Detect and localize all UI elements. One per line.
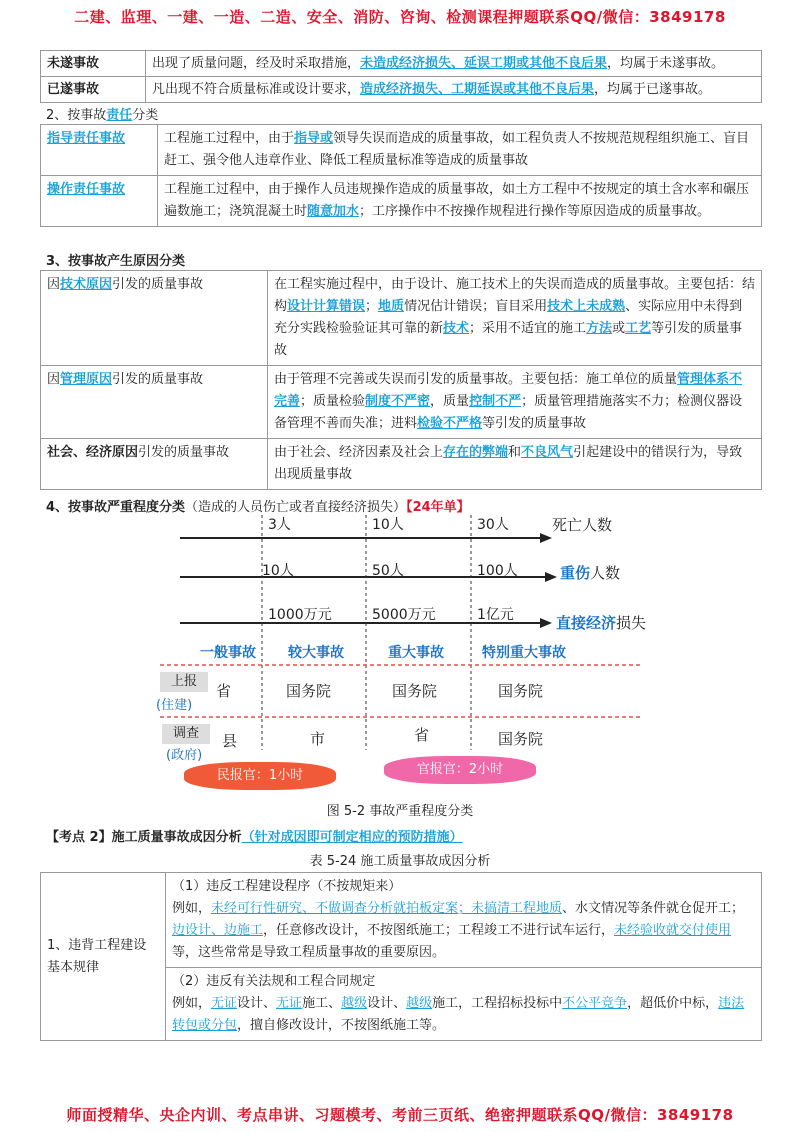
category-general: 一般事故: [200, 645, 256, 661]
point-2-title: 【考点 2】施工质量事故成因分析（针对成因即可制定相应的预防措施）: [46, 830, 463, 845]
investigate-major: 省: [414, 726, 430, 744]
table-caption: 表 5-24 施工质量事故成因分析: [309, 854, 491, 869]
row-text: 凡出现不符合质量标准或设计要求，造成经济损失、工期延误或其他不良后果，均属于已遂事故。: [146, 77, 762, 103]
investigate-larger: 市: [310, 730, 326, 748]
category-larger: 较大事故: [288, 645, 344, 661]
injury-label: 重伤人数: [560, 564, 621, 582]
bottom-banner: 师面授精华、央企内训、考点串讲、习题模考、考前三页纸、绝密押题联系QQ/微信：3849178: [66, 1106, 734, 1124]
investigate-tag: 调查: [162, 724, 210, 744]
operation-text: 工程施工过程中，由于操作人员违规操作造成的质量事故，如土方工程中不按规定的填土含水率和碾压遍数施工；浇筑混凝土时随意加水；工序操作中不按操作规程进行操作等原因造成的质量事故。: [158, 176, 762, 227]
civil-report-badge: 民报官：1小时: [184, 762, 336, 790]
death-threshold-1: 3人: [268, 517, 291, 533]
category-major: 重大事故: [388, 645, 444, 661]
row-label: 未遂事故: [41, 51, 146, 77]
technical-label: 因技术原因引发的质量事故: [41, 271, 268, 366]
top-banner: 二建、监理、一建、一造、二造、安全、消防、咨询、检测课程押题联系QQ/微信：3849178: [74, 8, 726, 26]
law-cell: （2）违反有关法规和工程合同规定 例如，无证设计、无证施工、越级设计、越级施工，工程招标投标中不公平竞争，超低价中标，违法转包或分包，擅自修改设计，不按图纸施工等。: [166, 968, 762, 1041]
loss-threshold-1: 1000万元: [268, 607, 332, 623]
technical-text: 在工程实施过程中，由于设计、施工技术上的失误而造成的质量事故。主要包括：结构设计计算错误；地质情况估计错误；盲目采用技术上未成熟、实际应用中未得到充分实践检验验证其可靠的新技术；采用不适宜的施工方法或工艺等引发的质量事故: [268, 271, 762, 366]
social-label: 社会、经济原因引发的质量事故: [41, 439, 268, 490]
report-major: 国务院: [392, 682, 438, 700]
management-text: 由于管理不完善或失误而引发的质量事故。主要包括：施工单位的质量管理体系不完善；质量检验制度不严密，质量控制不严；质量管理措施落实不力；检测仪器设备管理不善而失准；进料检验不严格等引发的质量事故: [268, 366, 762, 439]
arrow-icon: [540, 533, 552, 543]
injury-threshold-3: 100人: [477, 563, 518, 579]
investigate-sub: (政府): [166, 748, 203, 763]
arrow-icon: [540, 618, 552, 628]
death-label: 死亡人数: [552, 516, 613, 534]
responsibility-table: [40, 124, 762, 227]
guidance-text: 工程施工过程中，由于指导或领导失误而造成的质量事故，如工程负责人不按规范规程组织施工、盲目赶工、强令他人违章作业、降低工程质量标准等造成的质量事故: [158, 125, 762, 176]
investigate-general: 县: [222, 732, 238, 750]
investigate-extra: 国务院: [498, 730, 544, 748]
row-text: 出现了质量问题，经及时采取措施，未造成经济损失、延误工期或其他不良后果，均属于未遂事故。: [146, 51, 762, 77]
arrow-icon: [545, 572, 557, 582]
section-4-title: 4、按事故严重程度分类（造成的人员伤亡或者直接经济损失）【24年单】: [46, 500, 470, 515]
cause-table: [40, 270, 762, 490]
report-tag: 上报: [160, 672, 208, 692]
report-sub: (住建): [156, 698, 193, 713]
report-extra: 国务院: [498, 682, 544, 700]
section-2-title: 2、按事故责任分类: [46, 108, 159, 123]
report-general: 省: [216, 682, 232, 700]
loss-threshold-3: 1亿元: [477, 607, 514, 623]
guidance-label: 指导责任事故: [41, 125, 158, 176]
loss-label: 直接经济损失: [556, 614, 647, 632]
management-label: 因管理原因引发的质量事故: [41, 366, 268, 439]
section-3-title: 3、按事故产生原因分类: [46, 254, 186, 269]
procedure-cell: （1）违反工程建设程序（不按规矩来） 例如，未经可行性研究、不做调查分析就拍板定案；未搞清工程地质、水文情况等条件就仓促开工；边设计、边施工，任意修改设计，不按图纸施工；工程竣工不进行试车运行，未经验收就交付使用等，这些常常是导致工程质量事故的重要原因。: [166, 873, 762, 968]
loss-threshold-2: 5000万元: [372, 607, 436, 623]
injury-threshold-2: 50人: [372, 563, 404, 579]
rule-label: 1、违背工程建设基本规律: [41, 873, 166, 1041]
attempted-accident-table: [40, 50, 762, 103]
report-larger: 国务院: [286, 682, 332, 700]
row-label: 已遂事故: [41, 77, 146, 103]
death-threshold-2: 10人: [372, 517, 404, 533]
injury-threshold-1: 10人: [262, 563, 294, 579]
death-threshold-3: 30人: [477, 517, 509, 533]
category-extra-major: 特别重大事故: [482, 645, 566, 661]
operation-label: 操作责任事故: [41, 176, 158, 227]
cause-analysis-table: [40, 872, 762, 1041]
official-report-badge: 官报官：2小时: [384, 756, 536, 784]
figure-caption: 图 5-2 事故严重程度分类: [326, 804, 474, 819]
social-text: 由于社会、经济因素及社会上存在的弊端和不良风气引起建设中的错误行为，导致出现质量事故: [268, 439, 762, 490]
